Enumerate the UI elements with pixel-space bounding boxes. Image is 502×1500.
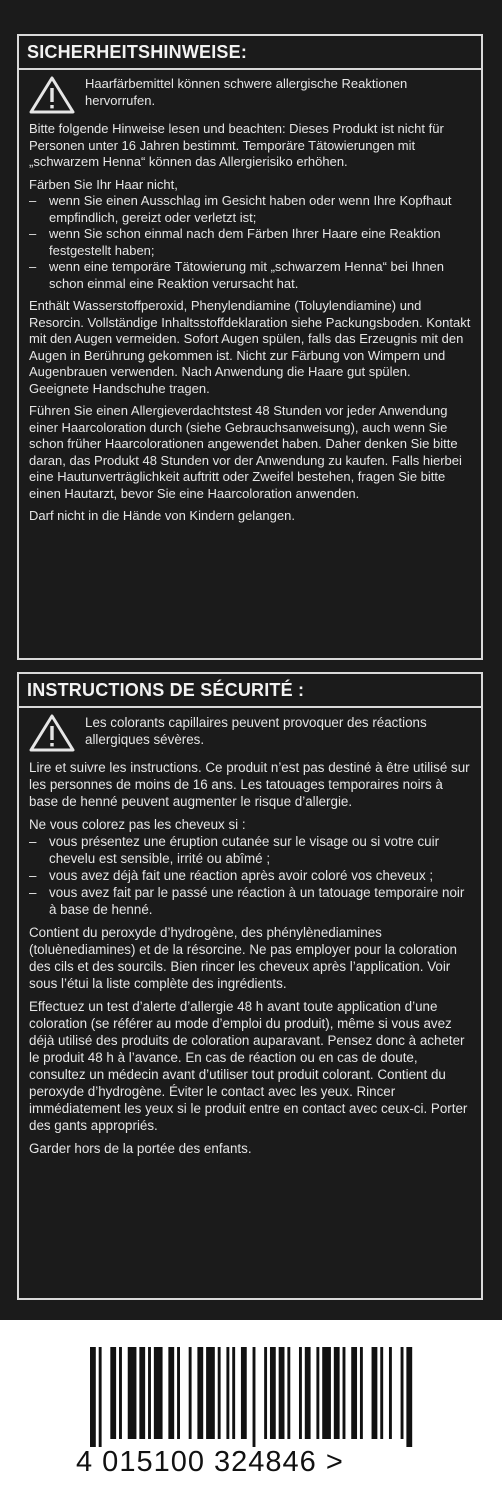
barcode-bar <box>197 1347 203 1439</box>
barcode-bar <box>119 1347 122 1439</box>
barcode-bar <box>139 1347 145 1439</box>
french-list-item: – vous présentez une éruption cutanée sur le visage ou si votre cuir chevelu est sensible, irrité ou abîmé ; <box>29 833 471 867</box>
warning-triangle-icon <box>29 76 75 114</box>
barcode-bar <box>316 1347 319 1439</box>
barcode-bar <box>360 1347 363 1439</box>
german-list <box>29 193 471 292</box>
barcode-bar <box>343 1347 346 1439</box>
german-paragraph-4: Führen Sie einen Allergieverdachtstest 48 Stunden vor jeder Anwendung einer Haarcoloration durch (siehe Gebrauchsanweisung), auch wenn Sie schon früher Haarcolorationen angewendet haben. Daher denken Sie bitte daran, das Produkt 48 Stunden vor der Anwendung zu kaufen. Falls hierbei eine Hautunverträglichkeit auftritt oder Zweifel bestehen, fragen Sie bitte einen Hautarzt, bevor Sie eine Haarcoloration anwenden. <box>29 403 462 501</box>
french-warning <box>29 714 471 752</box>
barcode-bar <box>189 1347 192 1439</box>
barcode-bar <box>406 1347 412 1447</box>
german-list-item: – wenn Sie schon einmal nach dem Färben Ihrer Haare eine Reaktion festgestellt haben; <box>29 226 471 259</box>
barcode-bar <box>380 1347 383 1439</box>
barcode-bar <box>279 1347 285 1439</box>
barcode-bar <box>218 1347 221 1439</box>
barcode-bar <box>232 1347 235 1439</box>
french-body <box>19 708 481 1157</box>
barcode-bar <box>110 1347 116 1439</box>
german-paragraph-5: Darf nicht in die Hände von Kindern gelangen. <box>29 508 295 523</box>
french-list <box>29 833 471 918</box>
french-warning-text: Les colorants capillaires peuvent provoquer des réactions allergiques sévères. <box>85 715 427 747</box>
barcode-bar <box>128 1347 137 1439</box>
barcode-bar <box>168 1347 174 1439</box>
german-safety-box <box>17 34 483 660</box>
barcode-bar <box>372 1347 378 1439</box>
barcode-bar <box>401 1347 404 1439</box>
german-warning-text: Haarfärbemittel können schwere allergische Reaktionen hervorrufen. <box>85 76 408 108</box>
french-safety-box <box>17 672 483 1300</box>
barcode-bar <box>305 1347 311 1439</box>
german-warning <box>29 76 471 114</box>
german-body <box>19 70 481 525</box>
french-paragraph-1: Lire et suivre les instructions. Ce produit n’est pas destiné à être utilisé sur les personnes de moins de 16 ans. Les tatouages temporaires noirs à base de henné peuvent augmenter le risque d’allergie. <box>29 760 470 809</box>
barcode-bar <box>177 1347 180 1439</box>
barcode-bar <box>226 1347 229 1439</box>
french-list-item: – vous avez fait par le passé une réaction à un tatouage temporaire noir à base de henné. <box>29 884 471 918</box>
barcode-bar <box>322 1347 331 1439</box>
barcode <box>90 1347 418 1447</box>
barcode-bar <box>334 1347 340 1439</box>
barcode-bar <box>253 1347 256 1447</box>
french-paragraph-3: Contient du peroxyde d’hydrogène, des phénylènediamines (toluènediamines) et de la résorcine. Ne pas employer pour la coloration des cils et des sourcils. Bien rincer les cheveux après l’application. Voir sous l’étui la liste complète des ingrédients. <box>29 925 457 991</box>
barcode-digits: 4 015100 324846 > <box>76 1446 344 1478</box>
barcode-bar <box>270 1347 276 1439</box>
warning-triangle-icon <box>29 714 75 752</box>
barcode-bar <box>241 1347 247 1439</box>
german-paragraph-2: Färben Sie Ihr Haar nicht, <box>29 176 178 192</box>
barcode-bar <box>206 1347 215 1439</box>
barcode-bar <box>90 1347 96 1447</box>
french-title: INSTRUCTIONS DE SÉCURITÉ : <box>19 674 481 708</box>
barcode-bar <box>389 1347 392 1439</box>
german-paragraph-1: Bitte folgende Hinweise lesen und beachten: Dieses Produkt ist nicht für Personen unter 16 Jahren bestimmt. Temporäre Tätowierungen mit „schwarzem Henna“ können das Allergierisiko erhöhen. <box>29 121 444 169</box>
barcode-bar <box>99 1347 102 1447</box>
german-list-item: – wenn Sie einen Ausschlag im Gesicht haben oder wenn Ihre Kopfhaut empfindlich, gereizt oder verletzt ist; <box>29 193 471 226</box>
french-list-item: – vous avez déjà fait une réaction après avoir coloré vos cheveux ; <box>29 867 471 884</box>
barcode-bar <box>154 1347 163 1439</box>
barcode-bar <box>148 1347 151 1439</box>
french-paragraph-4: Effectuez un test d’alerte d’allergie 48 h avant toute application d’une coloration (se référer au mode d’emploi du produit), même si vous avez déjà utilisé des produits de coloration auparavant. Pensez donc à acheter le produit 48 h à l’avance. En cas de réaction ou en cas de doute, consultez un médecin avant d’utiliser tout produit colorant. Contient du peroxyde d’hydrogène. Éviter le contact avec les yeux. Rincer immédiatement les yeux si le produit entre en contact avec ceux-ci. Porter des gants appropriés. <box>29 999 468 1133</box>
barcode-bar <box>351 1347 357 1439</box>
barcode-bar <box>264 1347 267 1439</box>
french-paragraph-5: Garder hors de la portée des enfants. <box>29 1141 252 1156</box>
french-paragraph-2: Ne vous colorez pas les cheveux si : <box>29 817 246 832</box>
barcode-bar <box>299 1347 302 1439</box>
german-list-item: – wenn eine temporäre Tätowierung mit „schwarzem Henna“ bei Ihnen schon einmal eine Reaktion verursacht hat. <box>29 259 471 292</box>
barcode-bar <box>287 1347 290 1439</box>
german-title: SICHERHEITSHINWEISE: <box>19 36 481 70</box>
german-paragraph-3: Enthält Wasserstoffperoxid, Phenylendiamine (Toluylendiamine) und Resorcin. Vollständige Inhaltsstoffdeklaration siehe Packungsboden. Kontakt mit den Augen vermeiden. Sofort Augen spülen, falls das Erzeugnis mit den Augen in Berührung gekommen ist. Nicht zur Färbung von Wimpern und Augenbrauen verwenden. Nach Anwendung die Haare gut spülen. Geeignete Handschuhe tragen. <box>29 298 471 396</box>
